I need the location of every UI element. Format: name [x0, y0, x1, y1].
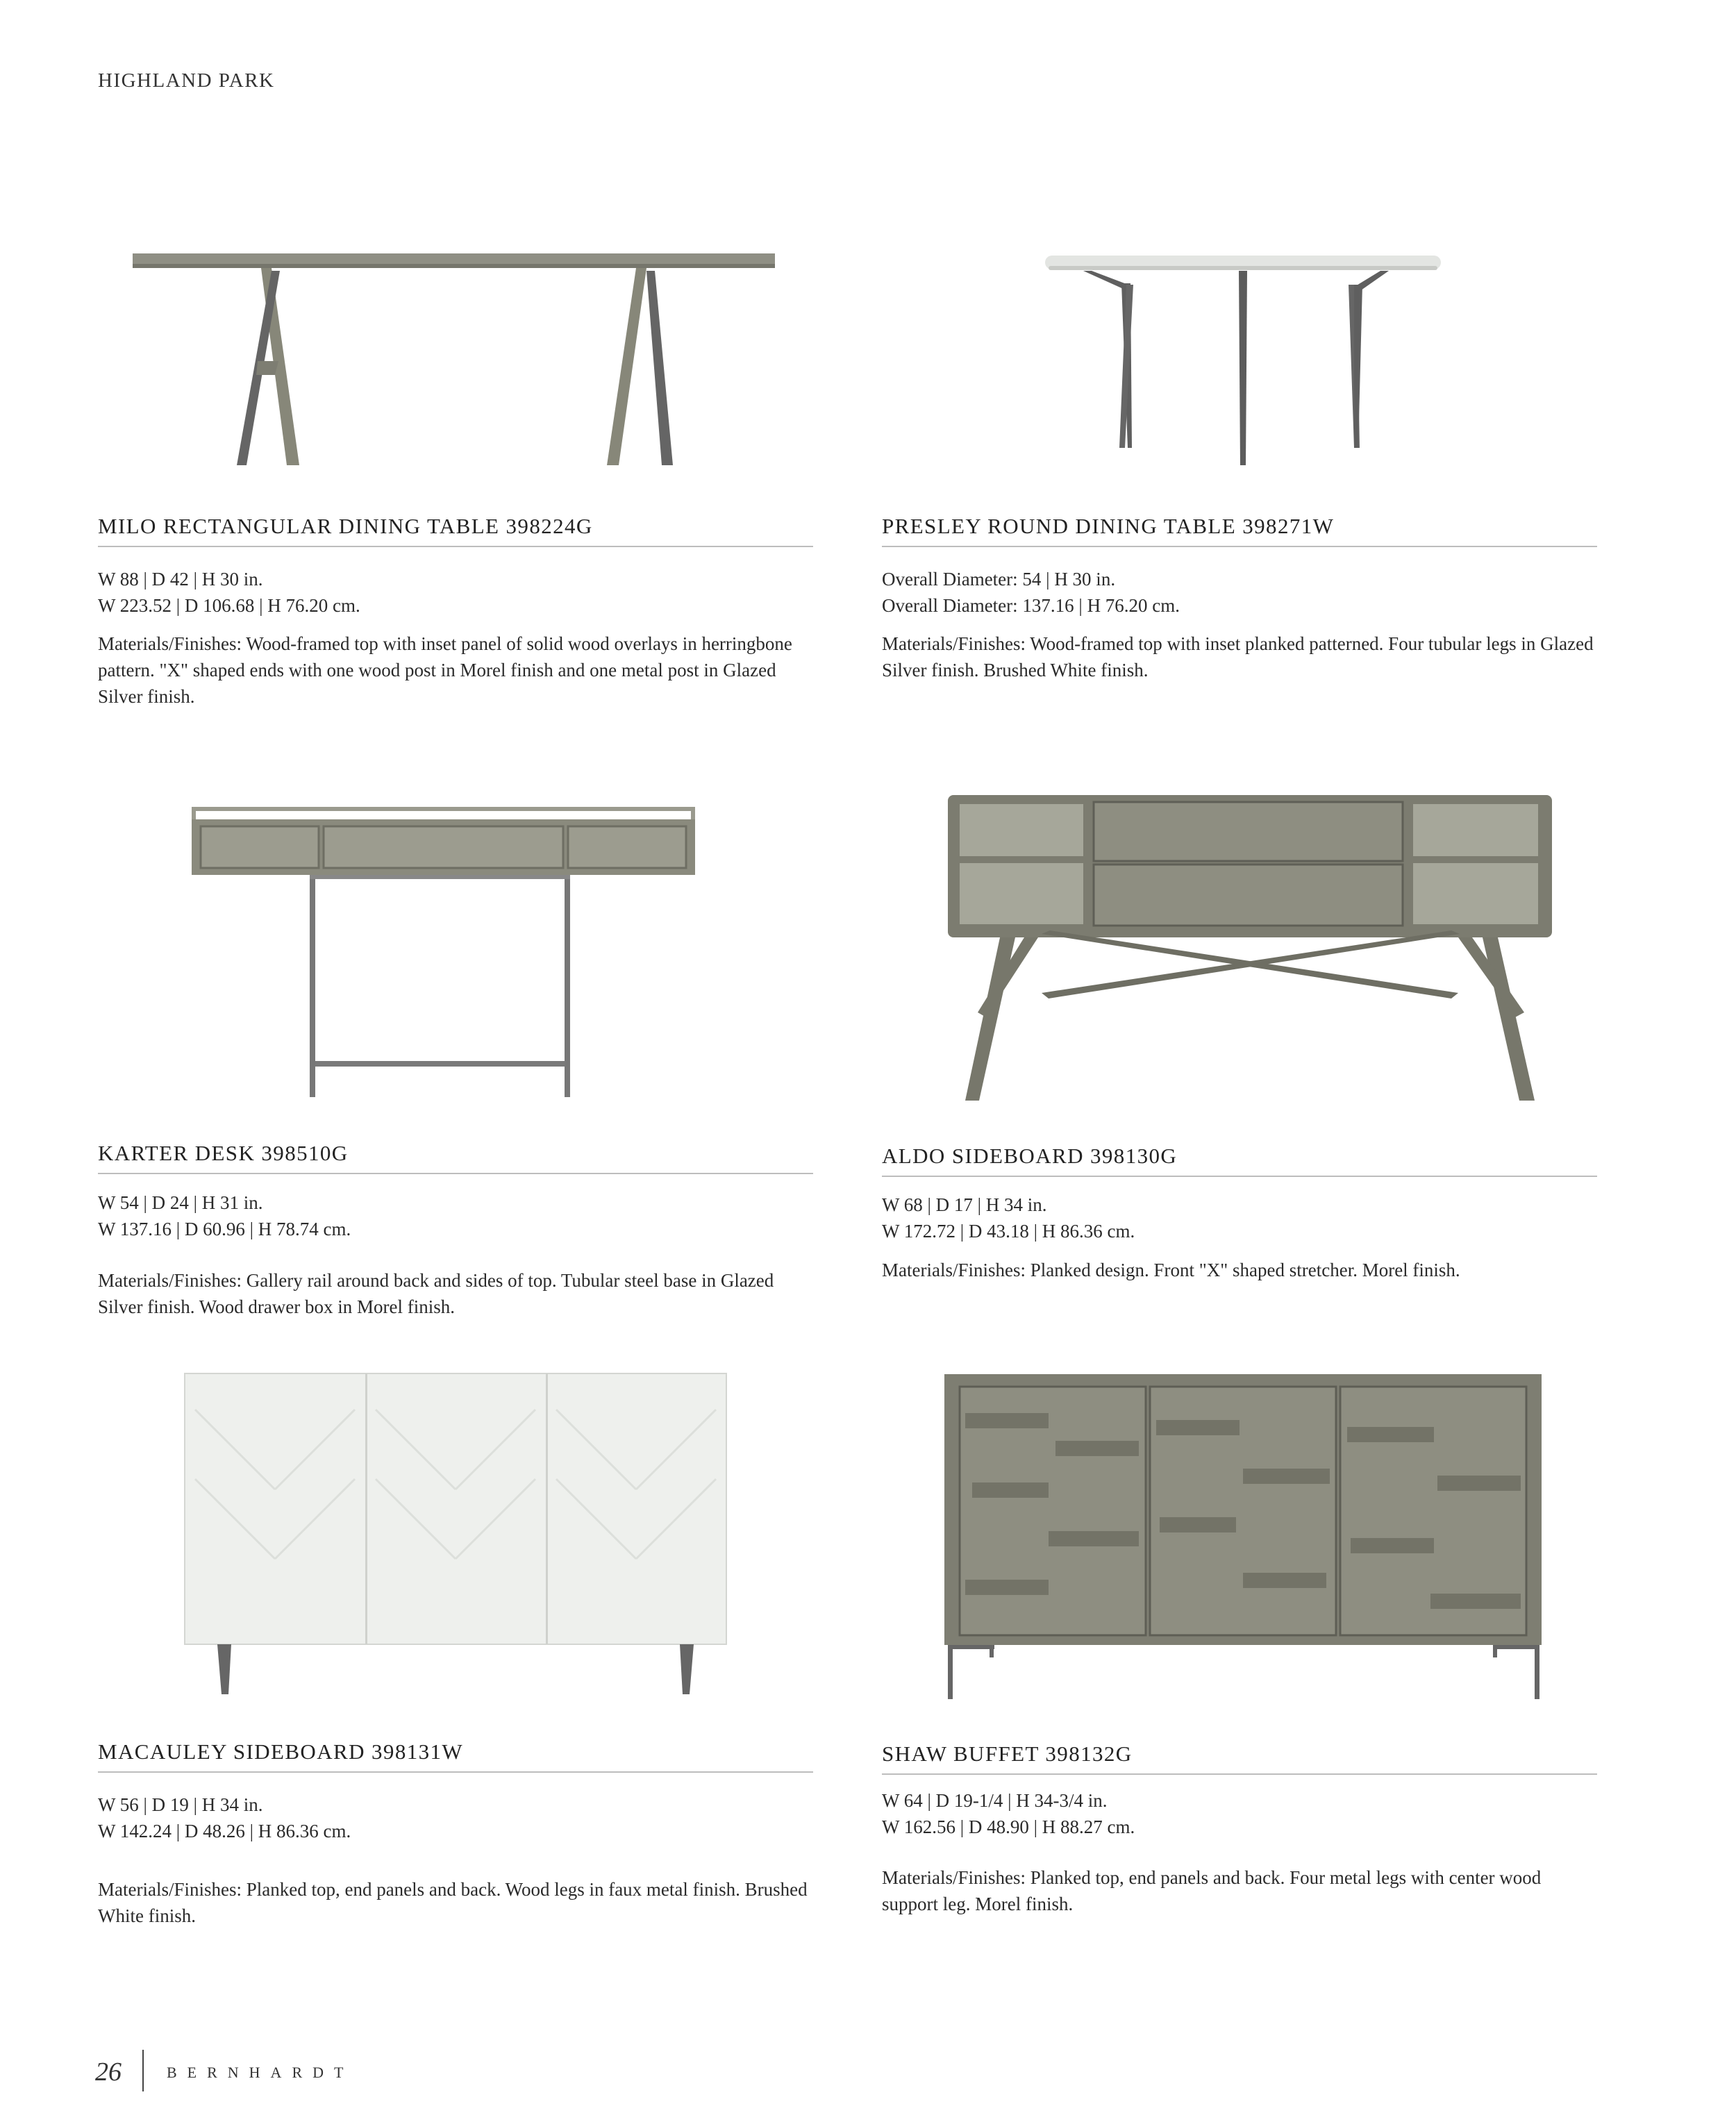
dimensions-inches: W 54 | D 24 | H 31 in.	[98, 1192, 263, 1213]
dimensions	[882, 1787, 1135, 1840]
page-number: 26	[95, 2057, 122, 2087]
product-title: MILO RECTANGULAR DINING TABLE 398224G	[98, 514, 593, 538]
materials-finishes: Materials/Finishes: Planked top, end panels and back. Wood legs in faux metal finish. Brushed White finish.	[98, 1879, 808, 1926]
title-divider	[98, 1173, 813, 1174]
dimensions-inches: Overall Diameter: 54 | H 30 in.	[882, 569, 1116, 590]
footer-divider	[142, 2050, 144, 2091]
dimensions	[882, 1192, 1135, 1244]
dimensions-cm: W 137.16 | D 60.96 | H 78.74 cm.	[98, 1219, 351, 1239]
product-title: MACAULEY SIDEBOARD 398131W	[98, 1739, 464, 1764]
dimensions-cm: W 142.24 | D 48.26 | H 86.36 cm.	[98, 1821, 351, 1841]
product-title: ALDO SIDEBOARD 398130G	[882, 1144, 1178, 1168]
title-divider	[882, 546, 1597, 547]
title-divider	[882, 1773, 1597, 1775]
shaw-buffet-image	[882, 1371, 1597, 1705]
title-divider	[98, 1771, 813, 1773]
materials-finishes: Materials/Finishes: Planked top, end panels and back. Four metal legs with center wood support leg. Morel finish.	[882, 1867, 1542, 1914]
dimensions	[98, 1189, 351, 1242]
aldo-sideboard-image	[882, 785, 1597, 1111]
dimensions	[98, 1791, 351, 1844]
dimensions-inches: W 56 | D 19 | H 34 in.	[98, 1794, 263, 1815]
product-title: SHAW BUFFET 398132G	[882, 1741, 1133, 1766]
materials-finishes: Materials/Finishes: Planked design. Front "X" shaped stretcher. Morel finish.	[882, 1260, 1460, 1280]
dimensions-inches: W 68 | D 17 | H 34 in.	[882, 1194, 1047, 1215]
dimensions-cm: Overall Diameter: 137.16 | H 76.20 cm.	[882, 595, 1180, 616]
dimensions	[882, 566, 1180, 619]
dimensions-inches: W 64 | D 19-1/4 | H 34-3/4 in.	[882, 1790, 1108, 1811]
dimensions-inches: W 88 | D 42 | H 30 in.	[98, 569, 263, 590]
title-divider	[882, 1176, 1597, 1177]
milo-table-image	[98, 243, 813, 472]
materials-finishes: Materials/Finishes: Wood-framed top with inset planked patterned. Four tubular legs in Glazed Silver finish. Brushed White finish.	[882, 633, 1594, 680]
macauley-sideboard-image	[98, 1368, 813, 1701]
dimensions-cm: W 162.56 | D 48.90 | H 88.27 cm.	[882, 1816, 1135, 1837]
title-divider	[98, 546, 813, 547]
product-title: PRESLEY ROUND DINING TABLE 398271W	[882, 514, 1335, 538]
dimensions	[98, 566, 360, 619]
collection-header: HIGHLAND PARK	[98, 69, 275, 92]
presley-table-image	[882, 243, 1597, 472]
dimensions-cm: W 172.72 | D 43.18 | H 86.36 cm.	[882, 1221, 1135, 1242]
dimensions-cm: W 223.52 | D 106.68 | H 76.20 cm.	[98, 595, 360, 616]
brand-logo: BERNHARDT	[167, 2064, 354, 2081]
karter-desk-image	[98, 799, 813, 1104]
materials-finishes: Materials/Finishes: Wood-framed top with inset panel of solid wood overlays in herringbone pattern. "X" shaped ends with one wood post in Morel finish and one metal post in Glazed Silver finish.	[98, 633, 792, 707]
materials-finishes: Materials/Finishes: Gallery rail around back and sides of top. Tubular steel base in Glazed Silver finish. Wood drawer box in Morel finish.	[98, 1270, 774, 1317]
product-title: KARTER DESK 398510G	[98, 1141, 349, 1165]
